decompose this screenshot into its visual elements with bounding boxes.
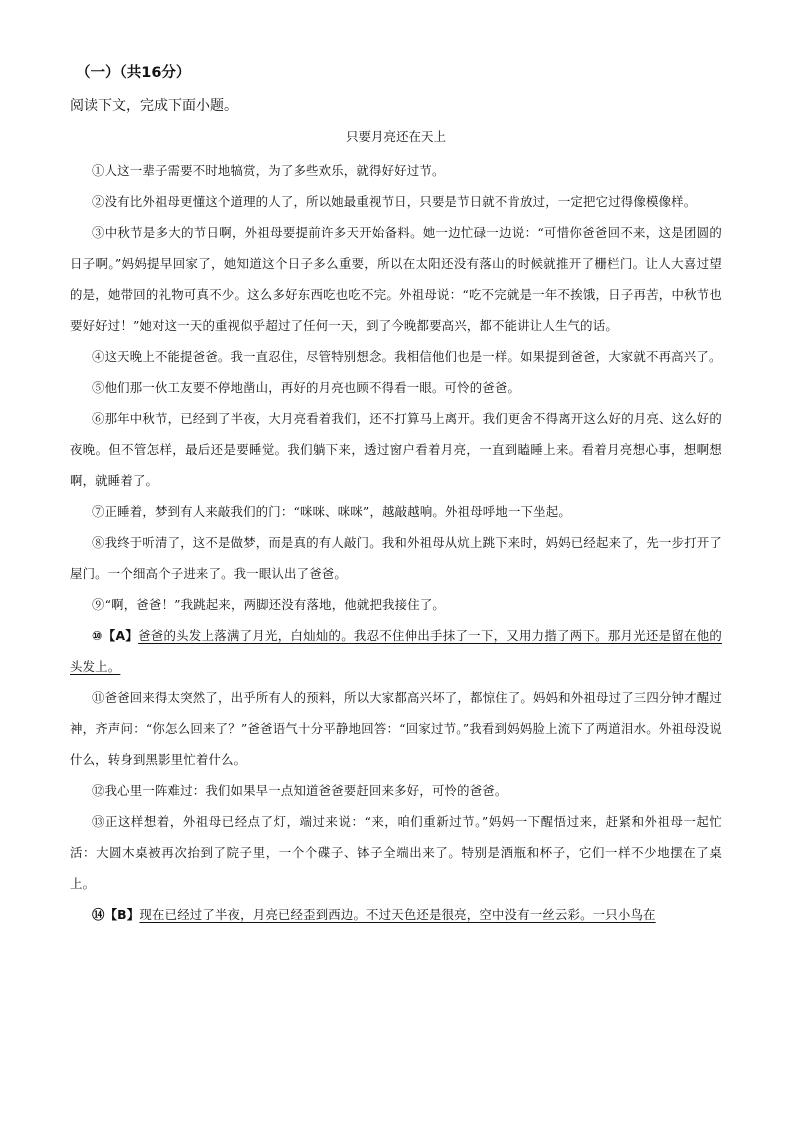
paragraph-1: ①人这一辈子需要不时地犒赏，为了多些欢乐，就得好好过节。: [92, 163, 445, 178]
paragraph-14: [70, 899, 722, 930]
paragraph-10-underlined-text: 爸爸的头发上落满了月光，白灿灿的。我忍不住伸出手抹了一下，又用力揩了两下。那月光还是留在他的头发上。: [70, 628, 722, 674]
paragraph-14-underlined-text: 现在已经过了半夜，月亮已经歪到西边。不过天色还是很亮，空中没有一丝云彩。一只小鸟在: [139, 907, 656, 922]
paragraph-8: ⑧我终于听清了，这不是做梦，而是真的有人敲门。我和外祖母从炕上跳下来时，妈妈已经起来了，先一步打开了屋门。一个细高个子进来了。我一眼认出了爸爸。: [70, 535, 722, 581]
instruction-text: 阅读下文，完成下面小题。: [70, 98, 238, 114]
paragraph-10-label: ⑩【A】: [92, 628, 139, 643]
paragraph-4: ④这天晚上不能提爸爸。我一直忍住，尽管特别想念。我相信他们也是一样。如果提到爸爸，大家就不再高兴了。: [92, 349, 722, 364]
article-title: 只要月亮还在天上: [345, 129, 446, 144]
paragraph-10: [70, 620, 722, 682]
paragraph-3: ③中秋节是多大的节日啊，外祖母要提前许多天开始备料。她一边忙碌一边说：“可惜你爸爸回不来，这是团圆的日子啊。”妈妈提早回家了，她知道这个日子多么重要，所以在太阳还没有落山的时候就推开了栅栏门。让人大喜过望的是，她带回的礼物可真不少。这么多好东西吃也吃不完。外祖母说：“吃不完就是一年不挨饿，日子再苦，中秋节也要好好过！”她对这一天的重视似乎超过了任何一天，到了今晚都要高兴，都不能讲让人生气的话。: [70, 225, 722, 333]
paragraph-7: ⑦正睡着，梦到有人来敲我们的门：“咪咪、咪咪”，越敲越响。外祖母呼地一下坐起。: [92, 504, 571, 519]
paragraph-14-label: ⑭【B】: [92, 907, 140, 922]
paragraph-13: ⑬正这样想着，外祖母已经点了灯，端过来说：“来，咱们重新过节。”妈妈一下醒悟过来，赶紧和外祖母一起忙活：大圆木桌被再次抬到了院子里，一个个碟子、钵子全端出来了。特别是酒瓶和杯子，它们一样不少地摆在了桌上。: [70, 814, 722, 891]
section-title: （一）（共16分）: [76, 65, 191, 81]
paragraph-6: ⑥那年中秋节，已经到了半夜，大月亮看着我们，还不打算马上离开。我们更舍不得离开这么好的月亮、这么好的夜晚。但不管怎样，最后还是要睡觉。我们躺下来，透过窗户看着月亮，一直到瞌睡上来。看着月亮想心事，想啊想啊，就睡着了。: [70, 411, 722, 488]
document-page: [70, 62, 722, 930]
paragraph-11: ⑪爸爸回来得太突然了，出乎所有人的预料，所以大家都高兴坏了，都惊住了。妈妈和外祖母过了三四分钟才醒过神，齐声问：“你怎么回来了？”爸爸语气十分平静地回答：“回家过节。”我看到妈妈脸上流下了两道泪水。外祖母没说什么，转身到黑影里忙着什么。: [70, 690, 722, 767]
paragraph-12: ⑫我心里一阵难过：我们如果早一点知道爸爸要赶回来多好，可怜的爸爸。: [92, 783, 508, 798]
paragraph-2: ②没有比外祖母更懂这个道理的人了，所以她最重视节日，只要是节日就不肯放过，一定把它过得像模像样。: [92, 194, 697, 209]
paragraph-9: ⑨“啊，爸爸！”我跳起来，两脚还没有落地，他就把我接住了。: [92, 597, 446, 612]
paragraph-5: ⑤他们那一伙工友要不停地凿山，再好的月亮也顾不得看一眼。可怜的爸爸。: [92, 380, 521, 395]
